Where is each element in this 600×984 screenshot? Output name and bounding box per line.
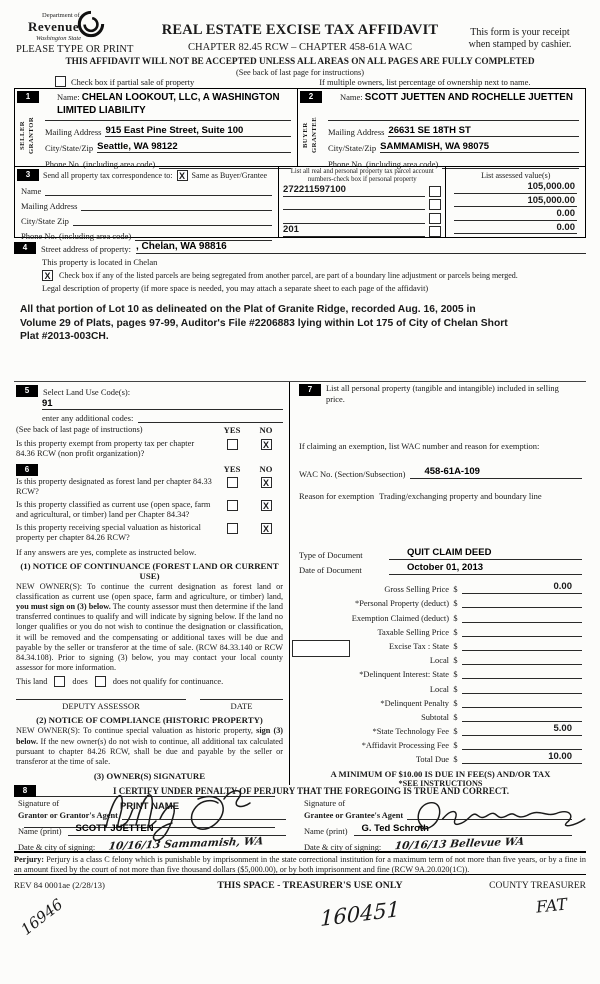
corr-address-value [81, 210, 272, 211]
see-back-note: (See back of last page for instructions) [235, 68, 365, 77]
fee-row-subtotal: Subtotal $ [299, 708, 582, 722]
yes-header: YES [223, 425, 241, 435]
same-as-buyer-label: Same as Buyer/Grantee [191, 170, 268, 180]
land-use-label: Select Land Use Code(s): [43, 387, 131, 397]
assessed-value: 0.00 [454, 221, 577, 235]
footer-row [14, 874, 586, 891]
grantor-signature-line [122, 819, 286, 820]
document-type-label: Type of Document [299, 550, 363, 560]
seller-name-value: CHELAN LOOKOUT, LLC, A WASHINGTON LIMITED LIABILITY [57, 92, 280, 116]
notice-compliance-title: (2) NOTICE OF COMPLIANCE (HISTORIC PROPERTY) [36, 715, 263, 726]
handwritten-number-center: 160451 [320, 896, 401, 932]
handwritten-number-left: 16946 [17, 895, 67, 939]
grantor-date-label: Date & city of signing: [18, 843, 96, 852]
assessed-value: 105,000.00 [454, 194, 577, 208]
grantee-name-print-label: Name (print) [304, 827, 348, 836]
fee-row-local1: Local $ [299, 651, 582, 665]
fee-row-exemption: Exemption Claimed (deduct) $ [299, 608, 582, 622]
section-1-number: 1 [17, 91, 39, 103]
additional-codes-label: enter any additional codes: [42, 413, 134, 423]
seller-grantor-side-label: SELLER GRANTOR [19, 116, 35, 154]
historic-question: Is this property receiving special valuation as historical property per chapter 84.26 RCW? [16, 522, 201, 542]
personal-property-label: List all personal property (tangible and intangible) included in selling price. [326, 384, 559, 404]
assessed-value: 105,000.00 [454, 180, 577, 194]
grantee-signature-of-label: Signature of [304, 799, 346, 808]
reason-value: Trading/exchanging property and boundary line [379, 491, 542, 501]
corr-csz-value [73, 225, 272, 226]
notice-continuance-title: (1) NOTICE OF CONTINUANCE (FOREST LAND OR CURRENT USE) [20, 560, 279, 581]
buyer-csz-label: City/State/Zip [328, 143, 377, 153]
section-5-number: 5 [16, 385, 38, 397]
assessed-values-column [445, 167, 585, 237]
notice-continuance-paragraph: NEW OWNER(S): To continue the current designation as forest land or classification as current use (open space, farm and agriculture, or timber) land, you must sign on (3) below. The county assessor must then determine if the land transferred continues to qualify and will indicate by signing below. If the land no longer qualifies or you do not wish to continue the designation or classification, it will be removed and the compensating or additional taxes will be due and payable by the seller or transferor at the time of sale. (RCW 84.33.140 or RCW 84.34.108). Prior to signing (3) below, you may contact your local county assessor for more information. [16, 581, 283, 673]
buyer-address-label: Mailing Address [328, 127, 385, 137]
seller-address-label: Mailing Address [45, 127, 102, 137]
handwritten-note-right: FAT [535, 894, 568, 917]
no-header: NO [259, 463, 273, 474]
document-type-value: QUIT CLAIM DEED [389, 546, 582, 560]
parcel-numbers-column [278, 167, 445, 237]
personal-property-checkbox [429, 226, 441, 237]
continuance-qualify-row: This land does does not qualify for continuance. [16, 677, 224, 687]
grantor-signature-block [14, 799, 300, 852]
minimum-due-note: A MINIMUM OF $10.00 IS DUE IN FEE(S) AND/OR TAX [330, 769, 551, 780]
certification-section [14, 785, 586, 851]
section-6-number: 6 [16, 464, 38, 476]
section-3-number: 3 [17, 169, 39, 181]
corr-name-label: Name [21, 186, 42, 196]
grantor-date-value: 10/16/13 Sammamish, WA [101, 838, 286, 852]
segregated-checkbox: X [42, 270, 53, 281]
current-use-no-checkbox: X [261, 500, 272, 511]
seller-phone-label: Phone No. (including area code) [45, 159, 156, 169]
yes-header: YES [223, 463, 241, 474]
section-8-number: 8 [14, 785, 36, 797]
header [0, 0, 600, 88]
dor-logo [28, 12, 105, 42]
historic-yes-checkbox [227, 523, 238, 534]
wac-label: WAC No. (Section/Subsection) [299, 469, 406, 479]
print-name-title: PRINT NAME [119, 801, 180, 813]
parcel-row [283, 210, 441, 224]
seller-address-value: 915 East Pine Street, Suite 100 [105, 125, 291, 137]
certify-statement: I CERTIFY UNDER PENALTY OF PERJURY THAT THE FOREGOING IS TRUE AND CORRECT. [112, 786, 509, 796]
corr-name-value [45, 195, 272, 196]
buyer-name-value: SCOTT JUETTEN AND ROCHELLE JUETTEN [364, 92, 573, 103]
street-address-label: Street address of property: [41, 244, 131, 254]
seller-csz-value: Seattle, WA 98122 [97, 141, 291, 153]
personal-property-checkbox [429, 186, 441, 197]
revenue-swirl-icon [77, 10, 105, 38]
fee-row-gross: Gross Selling Price $ 0.00 [299, 580, 582, 594]
grantor-name-value: SCOTT JUETTEN [68, 823, 287, 836]
current-use-yes-checkbox [227, 500, 238, 511]
fee-row-technology: *State Technology Fee $ 5.00 [299, 722, 582, 736]
please-type-or-print: PLEASE TYPE OR PRINT [16, 44, 134, 55]
forest-yes-checkbox [227, 477, 238, 488]
buyer-phone-label: Phone No. (including area code) [328, 159, 439, 169]
current-use-question: Is this property classified as current use (open space, farm and agricultural, or timber) land per Chapter 84.34? [16, 499, 211, 519]
tax-computation-column [290, 382, 586, 789]
does-not-qualify-checkbox [95, 676, 106, 687]
seller-csz-label: City/State/Zip [45, 143, 94, 153]
grantee-name-value: G. Ted Schroth [354, 823, 573, 836]
section-2-number: 2 [300, 91, 322, 103]
buyer-name-field: Name: SCOTT JUETTEN AND ROCHELLE JUETTEN [328, 91, 579, 121]
parcel-row [283, 197, 441, 211]
fee-row-delinquent-interest-state: *Delinquent Interest: State $ [299, 665, 582, 679]
tax-correspondence-section [14, 167, 586, 241]
grantee-agent-label: Grantee or Grantee's Agent [304, 811, 404, 820]
exempt-yes-checkbox [227, 439, 238, 450]
fee-row-excise-state: Excise Tax : State $ [299, 637, 582, 651]
document-date-label: Date of Document [299, 565, 362, 575]
treasurer-use-only: THIS SPACE - TREASURER'S USE ONLY [217, 880, 403, 891]
partial-sale-label: Check box if partial sale of property [71, 76, 195, 87]
land-use-code-value: 91 [42, 398, 53, 409]
see-instructions-note: *SEE INSTRUCTIONS [398, 779, 483, 789]
does-qualify-checkbox [54, 676, 65, 687]
legal-description-value: All that portion of Lot 10 as delineated on the Plat of Granite Ridge, recorded Aug. 16, 2005 in Volume 29 of Plats, pages 97-99, Auditor's File #2206883 lying within Lot 175 of City of Chelan Short Plat #2013-003CH. [20, 304, 508, 342]
fee-row-delinquent-penalty: *Delinquent Penalty $ [299, 694, 582, 708]
corr-phone-label: Phone No. (including area code) [21, 231, 132, 241]
street-address-value: , Chelan, WA 98816 [136, 240, 586, 254]
seller-section [15, 89, 297, 169]
parcel-row: 201 [283, 224, 441, 238]
correspondence-label: Send all property tax correspondence to: [43, 170, 173, 180]
personal-property-checkbox [429, 199, 441, 210]
logo-state-text: Washington State [36, 35, 82, 42]
additional-codes-value [138, 422, 283, 423]
section-4-number: 4 [14, 242, 36, 254]
form-title: REAL ESTATE EXCISE TAX AFFIDAVIT [161, 22, 439, 38]
fee-row-processing: *Affidavit Processing Fee $ [299, 736, 582, 750]
multiple-owners-note: If multiple owners, list percentage of ownership next to name. [319, 76, 531, 87]
buyer-csz-value: SAMMAMISH, WA 98075 [380, 141, 579, 153]
partial-sale-checkbox [55, 76, 66, 87]
wac-value-line: 458-61A-109 [410, 465, 582, 479]
document-date-value: October 01, 2013 [389, 561, 582, 575]
exemption-intro: If claiming an exemption, list WAC number and reason for exemption: [299, 441, 540, 451]
assessed-value-header: List assessed value(s) [481, 171, 551, 180]
parties-box [14, 88, 586, 167]
grantor-name-print-label: Name (print) [18, 827, 62, 836]
buyer-section [297, 89, 585, 169]
grantor-signature-of-label: Signature of [18, 799, 60, 808]
buyer-grantee-side-label: BUYER GRANTEE [302, 116, 318, 154]
perjury-notice: Perjury: Perjury is a class C felony which is punishable by imprisonment in the state correctional institution for a maximum term of not more than five years, or by a fine in an amount fixed by the court of not more than five thousand dollars ($5,000.00), or by both imprisonment and fine (RCW 9A.20.020(1C)). [14, 851, 586, 876]
fee-row-total-due: Total Due $ 10.00 [299, 750, 582, 764]
reason-label: Reason for exemption [299, 491, 375, 501]
deputy-assessor-line: DEPUTY ASSESSOR [16, 699, 186, 711]
grantor-agent-label: Grantor or Grantor's Agent [18, 811, 118, 820]
fee-row-taxable: Taxable Selling Price $ [299, 623, 582, 637]
notice-compliance-paragraph: NEW OWNER(S): To continue special valuation as historic property, sign (3) below. If the new owner(s) do not wish to continue, all additional tax calculated pursuant to chapter 84.26 RCW, shall be due and payable by the seller or transferor at the time of sale. [16, 726, 284, 766]
fee-row-personal: *Personal Property (deduct) $ [299, 594, 582, 608]
personal-property-checkbox [429, 213, 441, 224]
property-located-note: This property is located in Chelan [42, 257, 158, 267]
same-as-buyer-checkbox: X [177, 170, 188, 181]
grantee-date-value: 10/16/13 Bellevue WA [387, 838, 572, 852]
exempt-question: Is this property exempt from property tax per chapter 84.36 RCW (non profit organization)? [16, 438, 195, 458]
exempt-no-checkbox: X [261, 439, 272, 450]
historic-no-checkbox: X [261, 523, 272, 534]
grantee-signature-block [300, 799, 586, 852]
section-7-number: 7 [299, 384, 321, 396]
date-line: DATE [200, 699, 283, 711]
forest-no-checkbox: X [261, 477, 272, 488]
county-treasurer: COUNTY TREASURER [489, 881, 586, 891]
see-back-instructions: (See back of last page of instructions) [16, 425, 143, 434]
fee-row-local2: Local $ [299, 679, 582, 693]
property-address-section [14, 240, 586, 293]
grantee-date-label: Date & city of signing: [304, 843, 382, 852]
form-revision: REV 84 0001ae (2/28/13) [14, 880, 105, 890]
logo-dept-text: Department of [42, 12, 80, 19]
owners-signature-title: (3) OWNER(S) SIGNATURE [93, 771, 206, 782]
segregated-label: Check box if any of the listed parcels are being segregated from another parcel, are part of a boundary line adjustment or parcels being merged. [59, 271, 518, 280]
answers-yes-note: If any answers are yes, complete as instructed below. [16, 546, 197, 557]
corr-csz-label: City/State Zip [21, 216, 69, 226]
receipt-note: This form is your receipt when stamped by cashier. [468, 27, 572, 50]
assessed-value: 0.00 [454, 207, 577, 221]
form-subtitle: CHAPTER 82.45 RCW – CHAPTER 458-61A WAC [188, 42, 412, 53]
corr-address-label: Mailing Address [21, 201, 78, 211]
parcel-row: 272211597100 [283, 183, 441, 197]
forest-land-question: Is this property designated as forest land per chapter 84.33 RCW? [16, 476, 212, 496]
logo-revenue-text: Revenue [28, 19, 80, 34]
seller-name-field: Name: CHELAN LOOKOUT, LLC, A WASHINGTON LIMITED LIABILITY [45, 91, 291, 121]
acceptance-warning: THIS AFFIDAVIT WILL NOT BE ACCEPTED UNLESS ALL AREAS ON ALL PAGES ARE FULLY COMPLETED [65, 57, 535, 67]
parcel-header: List all real and personal property tax parcel account numbers-check box if personal property [290, 168, 434, 183]
buyer-address-value: 26631 SE 18TH ST [388, 125, 579, 137]
treasurer-stamp-box [292, 640, 350, 657]
legal-description-label: Legal description of property (if more space is needed, you may attach a separate sheet to each page of the affidavit) [42, 284, 429, 293]
no-header: NO [259, 425, 273, 435]
grantee-signature-line [407, 819, 572, 820]
